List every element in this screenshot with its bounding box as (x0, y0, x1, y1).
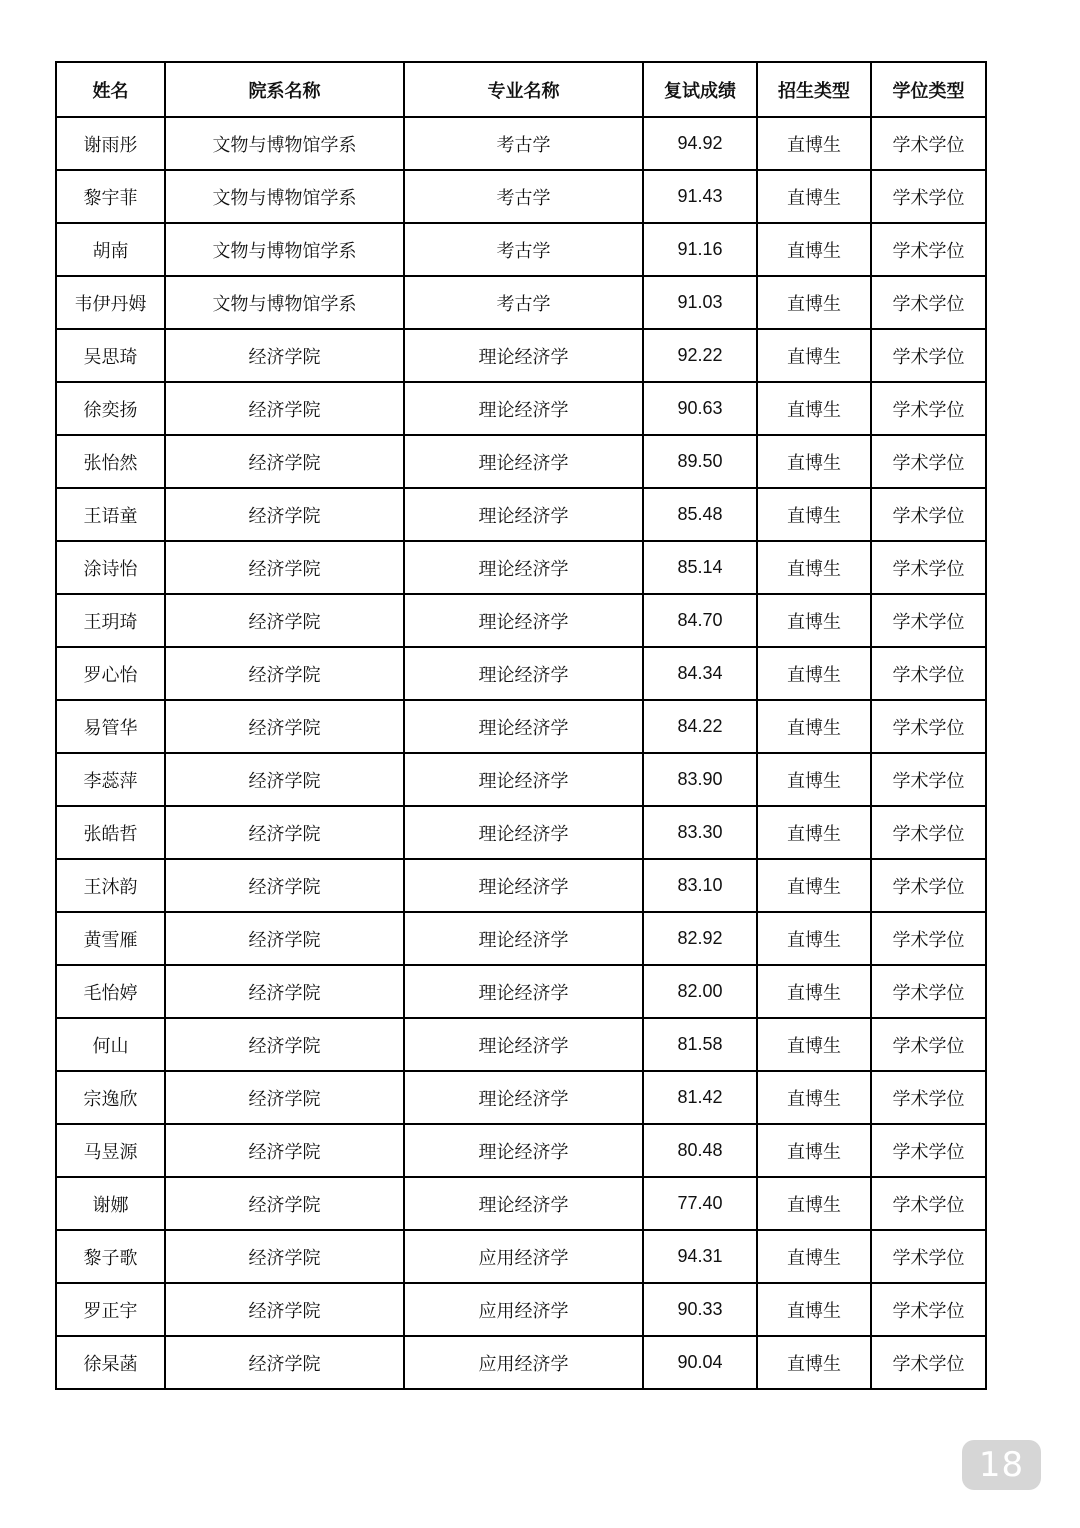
header-degree-type: 学位类型 (871, 62, 986, 117)
table-row (56, 1230, 986, 1283)
table-row (56, 912, 986, 965)
cell-department: 文物与博物馆学系 (165, 117, 404, 170)
cell-name: 毛怡婷 (56, 965, 165, 1018)
table-row (56, 594, 986, 647)
cell-department: 文物与博物馆学系 (165, 276, 404, 329)
cell-name: 胡南 (56, 223, 165, 276)
table-row (56, 700, 986, 753)
cell-retest-score: 83.30 (643, 806, 757, 859)
cell-retest-score: 85.48 (643, 488, 757, 541)
cell-enrollment-type: 直博生 (757, 1071, 871, 1124)
cell-degree-type: 学术学位 (871, 329, 986, 382)
cell-degree-type: 学术学位 (871, 1018, 986, 1071)
cell-major: 考古学 (404, 276, 643, 329)
cell-name: 黄雪雁 (56, 912, 165, 965)
cell-enrollment-type: 直博生 (757, 223, 871, 276)
cell-enrollment-type: 直博生 (757, 1336, 871, 1389)
cell-enrollment-type: 直博生 (757, 435, 871, 488)
table-row (56, 1071, 986, 1124)
cell-degree-type: 学术学位 (871, 594, 986, 647)
table-row (56, 806, 986, 859)
cell-enrollment-type: 直博生 (757, 912, 871, 965)
cell-enrollment-type: 直博生 (757, 594, 871, 647)
cell-major: 理论经济学 (404, 594, 643, 647)
cell-department: 经济学院 (165, 435, 404, 488)
cell-retest-score: 94.31 (643, 1230, 757, 1283)
cell-department: 经济学院 (165, 700, 404, 753)
cell-enrollment-type: 直博生 (757, 1124, 871, 1177)
cell-department: 经济学院 (165, 1018, 404, 1071)
table-row (56, 329, 986, 382)
cell-retest-score: 85.14 (643, 541, 757, 594)
cell-degree-type: 学术学位 (871, 912, 986, 965)
table-row (56, 1018, 986, 1071)
table-row (56, 1283, 986, 1336)
cell-retest-score: 77.40 (643, 1177, 757, 1230)
header-retest-score: 复试成绩 (643, 62, 757, 117)
cell-department: 经济学院 (165, 1336, 404, 1389)
cell-degree-type: 学术学位 (871, 1283, 986, 1336)
cell-department: 经济学院 (165, 965, 404, 1018)
header-name: 姓名 (56, 62, 165, 117)
cell-enrollment-type: 直博生 (757, 117, 871, 170)
table-row (56, 647, 986, 700)
cell-enrollment-type: 直博生 (757, 276, 871, 329)
cell-degree-type: 学术学位 (871, 753, 986, 806)
admission-results-sheet (55, 61, 985, 1390)
table-row (56, 488, 986, 541)
cell-major: 理论经济学 (404, 753, 643, 806)
cell-enrollment-type: 直博生 (757, 541, 871, 594)
table-row (56, 1177, 986, 1230)
cell-retest-score: 83.90 (643, 753, 757, 806)
cell-degree-type: 学术学位 (871, 117, 986, 170)
cell-degree-type: 学术学位 (871, 965, 986, 1018)
cell-degree-type: 学术学位 (871, 541, 986, 594)
cell-retest-score: 80.48 (643, 1124, 757, 1177)
cell-department: 经济学院 (165, 488, 404, 541)
cell-major: 理论经济学 (404, 1018, 643, 1071)
cell-major: 考古学 (404, 117, 643, 170)
cell-retest-score: 91.03 (643, 276, 757, 329)
admission-results-table (55, 61, 987, 1390)
cell-name: 黎子歌 (56, 1230, 165, 1283)
table-header-row (56, 62, 986, 117)
cell-enrollment-type: 直博生 (757, 329, 871, 382)
cell-department: 经济学院 (165, 541, 404, 594)
cell-enrollment-type: 直博生 (757, 1283, 871, 1336)
cell-enrollment-type: 直博生 (757, 965, 871, 1018)
cell-retest-score: 94.92 (643, 117, 757, 170)
header-major: 专业名称 (404, 62, 643, 117)
cell-department: 经济学院 (165, 1177, 404, 1230)
table-row (56, 753, 986, 806)
cell-department: 经济学院 (165, 329, 404, 382)
cell-name: 张怡然 (56, 435, 165, 488)
cell-name: 王沐韵 (56, 859, 165, 912)
cell-enrollment-type: 直博生 (757, 859, 871, 912)
cell-name: 徐奕扬 (56, 382, 165, 435)
cell-major: 理论经济学 (404, 700, 643, 753)
cell-department: 文物与博物馆学系 (165, 223, 404, 276)
cell-name: 王玥琦 (56, 594, 165, 647)
cell-retest-score: 91.16 (643, 223, 757, 276)
cell-name: 涂诗怡 (56, 541, 165, 594)
cell-major: 理论经济学 (404, 1071, 643, 1124)
cell-degree-type: 学术学位 (871, 1230, 986, 1283)
cell-name: 宗逸欣 (56, 1071, 165, 1124)
cell-name: 黎宇菲 (56, 170, 165, 223)
cell-department: 经济学院 (165, 594, 404, 647)
cell-major: 理论经济学 (404, 912, 643, 965)
cell-retest-score: 82.92 (643, 912, 757, 965)
cell-major: 理论经济学 (404, 382, 643, 435)
cell-retest-score: 84.70 (643, 594, 757, 647)
cell-retest-score: 81.58 (643, 1018, 757, 1071)
cell-major: 理论经济学 (404, 329, 643, 382)
cell-major: 应用经济学 (404, 1336, 643, 1389)
cell-enrollment-type: 直博生 (757, 1018, 871, 1071)
cell-department: 经济学院 (165, 1283, 404, 1336)
cell-name: 徐杲菡 (56, 1336, 165, 1389)
table-row (56, 1124, 986, 1177)
cell-name: 李蕊萍 (56, 753, 165, 806)
cell-department: 经济学院 (165, 1071, 404, 1124)
cell-major: 理论经济学 (404, 965, 643, 1018)
cell-retest-score: 90.33 (643, 1283, 757, 1336)
cell-degree-type: 学术学位 (871, 1177, 986, 1230)
cell-major: 理论经济学 (404, 806, 643, 859)
cell-major: 理论经济学 (404, 1124, 643, 1177)
cell-major: 理论经济学 (404, 1177, 643, 1230)
cell-enrollment-type: 直博生 (757, 488, 871, 541)
cell-retest-score: 89.50 (643, 435, 757, 488)
cell-department: 文物与博物馆学系 (165, 170, 404, 223)
cell-degree-type: 学术学位 (871, 1124, 986, 1177)
cell-degree-type: 学术学位 (871, 1071, 986, 1124)
cell-major: 应用经济学 (404, 1283, 643, 1336)
cell-name: 易管华 (56, 700, 165, 753)
cell-name: 何山 (56, 1018, 165, 1071)
cell-enrollment-type: 直博生 (757, 647, 871, 700)
cell-retest-score: 92.22 (643, 329, 757, 382)
cell-degree-type: 学术学位 (871, 806, 986, 859)
cell-department: 经济学院 (165, 859, 404, 912)
cell-enrollment-type: 直博生 (757, 1177, 871, 1230)
cell-enrollment-type: 直博生 (757, 806, 871, 859)
cell-major: 考古学 (404, 170, 643, 223)
cell-retest-score: 91.43 (643, 170, 757, 223)
cell-retest-score: 90.04 (643, 1336, 757, 1389)
cell-degree-type: 学术学位 (871, 435, 986, 488)
cell-enrollment-type: 直博生 (757, 753, 871, 806)
table-body (56, 117, 986, 1389)
cell-degree-type: 学术学位 (871, 1336, 986, 1389)
table-row (56, 1336, 986, 1389)
cell-degree-type: 学术学位 (871, 223, 986, 276)
table-row (56, 276, 986, 329)
cell-retest-score: 83.10 (643, 859, 757, 912)
table-row (56, 223, 986, 276)
cell-name: 马昱源 (56, 1124, 165, 1177)
table-row (56, 541, 986, 594)
cell-retest-score: 82.00 (643, 965, 757, 1018)
cell-name: 谢娜 (56, 1177, 165, 1230)
cell-degree-type: 学术学位 (871, 276, 986, 329)
table-row (56, 859, 986, 912)
cell-major: 应用经济学 (404, 1230, 643, 1283)
cell-name: 韦伊丹姆 (56, 276, 165, 329)
page-number-badge: 18 (962, 1440, 1041, 1490)
table-row (56, 435, 986, 488)
cell-major: 理论经济学 (404, 859, 643, 912)
cell-major: 理论经济学 (404, 488, 643, 541)
table-row (56, 170, 986, 223)
cell-major: 理论经济学 (404, 435, 643, 488)
table-row (56, 965, 986, 1018)
cell-degree-type: 学术学位 (871, 700, 986, 753)
cell-department: 经济学院 (165, 912, 404, 965)
cell-degree-type: 学术学位 (871, 488, 986, 541)
cell-retest-score: 81.42 (643, 1071, 757, 1124)
table-row (56, 382, 986, 435)
cell-name: 张皓哲 (56, 806, 165, 859)
table-row (56, 117, 986, 170)
cell-name: 罗心怡 (56, 647, 165, 700)
cell-retest-score: 84.22 (643, 700, 757, 753)
cell-name: 王语童 (56, 488, 165, 541)
cell-degree-type: 学术学位 (871, 859, 986, 912)
cell-major: 考古学 (404, 223, 643, 276)
cell-degree-type: 学术学位 (871, 382, 986, 435)
cell-name: 吴思琦 (56, 329, 165, 382)
cell-enrollment-type: 直博生 (757, 1230, 871, 1283)
cell-major: 理论经济学 (404, 647, 643, 700)
cell-name: 谢雨彤 (56, 117, 165, 170)
cell-department: 经济学院 (165, 382, 404, 435)
cell-major: 理论经济学 (404, 541, 643, 594)
cell-retest-score: 90.63 (643, 382, 757, 435)
header-enrollment-type: 招生类型 (757, 62, 871, 117)
cell-department: 经济学院 (165, 1124, 404, 1177)
cell-name: 罗正宇 (56, 1283, 165, 1336)
cell-degree-type: 学术学位 (871, 647, 986, 700)
cell-enrollment-type: 直博生 (757, 170, 871, 223)
header-department: 院系名称 (165, 62, 404, 117)
cell-degree-type: 学术学位 (871, 170, 986, 223)
cell-retest-score: 84.34 (643, 647, 757, 700)
cell-department: 经济学院 (165, 753, 404, 806)
cell-enrollment-type: 直博生 (757, 382, 871, 435)
cell-enrollment-type: 直博生 (757, 700, 871, 753)
cell-department: 经济学院 (165, 647, 404, 700)
cell-department: 经济学院 (165, 806, 404, 859)
cell-department: 经济学院 (165, 1230, 404, 1283)
